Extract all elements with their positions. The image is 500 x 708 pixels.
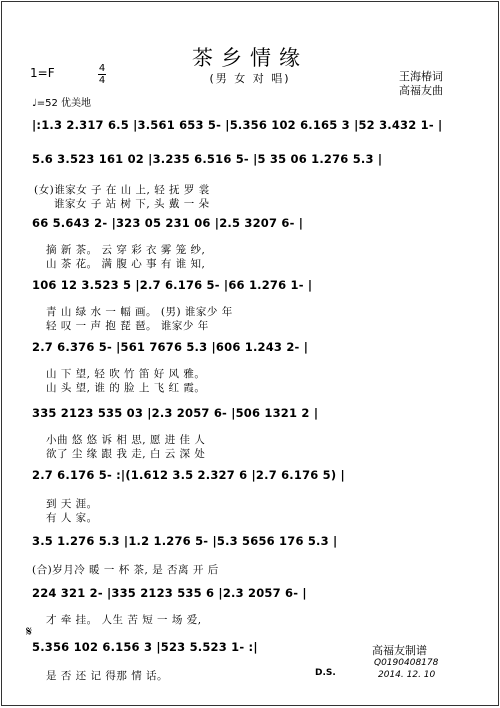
tempo-marking: ♩=52 优美地 (32, 98, 91, 109)
notation-line-1: |:1.3 2.317 6.5 |3.561 653 5- |5.356 102 6.165 3 |52 3.432 1- | (32, 118, 443, 132)
transcriber-credit: 高福友制谱 (372, 644, 427, 657)
lyric-line-7a: 到 天 涯。 (46, 498, 98, 510)
notation-line-7: 2.7 6.176 5- :|(1.612 3.5 2.327 6 |2.7 6.176 5) | (32, 468, 345, 482)
notation-line-5: 2.7 6.376 5- |561 7676 5.3 |606 1.243 2- | (32, 340, 309, 354)
time-signature-top: 4 (98, 63, 106, 74)
notation-line-8: 3.5 1.276 5.3 |1.2 1.276 5- |5.3 5656 176 5.3 | (32, 534, 338, 548)
composer-credit: 高福友曲 (399, 84, 443, 97)
lyric-line-6a: 小曲 悠 悠 诉 相 思, 愿 进 佳 人 (46, 434, 206, 446)
dal-segno-marking: D.S. (315, 668, 336, 678)
lyric-line-9a: 才 牵 挂。 人生 苦 短 一 场 爱, (46, 614, 202, 626)
lyric-line-2b: 谁家女 子 站 树 下, 头 戴 一 朵 (54, 198, 210, 210)
lyricist-credit: 王海椿词 (399, 70, 443, 83)
lyric-line-6b: 欲了 尘 缘 跟 我 走, 白 云 深 处 (46, 448, 206, 460)
score-page (1, 1, 499, 706)
lyric-line-8a: (合)岁月冷 暖 一 杯 茶, 是 否离 开 后 (32, 564, 219, 576)
song-title: 茶乡情缘 (192, 46, 308, 70)
song-subtitle: (男 女 对 唱) (209, 72, 291, 85)
time-signature (98, 64, 106, 85)
lyric-line-5a: 山 下 望, 轻 吹 竹 笛 好 风 雅。 (46, 368, 206, 380)
time-signature-bottom: 4 (98, 75, 106, 86)
key-signature: 1=F (30, 66, 55, 80)
notation-line-9: 224 321 2- |335 2123 535 6 |2.3 2057 6- | (32, 586, 307, 600)
transcriber-qq: Q0190408178 (374, 658, 439, 668)
segno-sign: 𝄋 (26, 624, 33, 640)
lyric-line-4a: 青 山 绿 水 一 幅 画。 (男) 谁家少 年 (46, 306, 233, 318)
lyric-line-10a: 是 否 还 记 得那 情 话。 (46, 670, 169, 682)
transcription-date: 2014. 12. 10 (378, 670, 436, 680)
lyric-line-7b: 有 人 家。 (46, 512, 98, 524)
lyric-line-2a: (女)谁家女 子 在 山 上, 轻 抚 罗 裳 (34, 184, 210, 196)
notation-line-4: 106 12 3.523 5 |2.7 6.176 5- |66 1.276 1- | (32, 278, 313, 292)
lyric-line-3a: 摘 新 茶。 云 穿 彩 衣 雾 笼 纱, (46, 244, 206, 256)
notation-line-3: 66 5.643 2- |323 05 231 06 |2.5 3207 6- | (32, 216, 304, 230)
notation-line-6: 335 2123 535 03 |2.3 2057 6- |506 1321 2 | (32, 406, 319, 420)
notation-line-10: 5.356 102 6.156 3 |523 5.523 1- :| (32, 640, 258, 654)
lyric-line-3b: 山 茶 花。 满 腹 心 事 有 谁 知, (46, 258, 206, 270)
lyric-line-5b: 山 头 望, 谁 的 脸 上 飞 红 霞。 (46, 382, 206, 394)
notation-line-2: 5.6 3.523 161 02 |3.235 6.516 5- |5 35 06 1.276 5.3 | (32, 152, 383, 166)
lyric-line-4b: 轻 叹 一 声 抱 琵 琶。 谁家少 年 (46, 320, 209, 332)
